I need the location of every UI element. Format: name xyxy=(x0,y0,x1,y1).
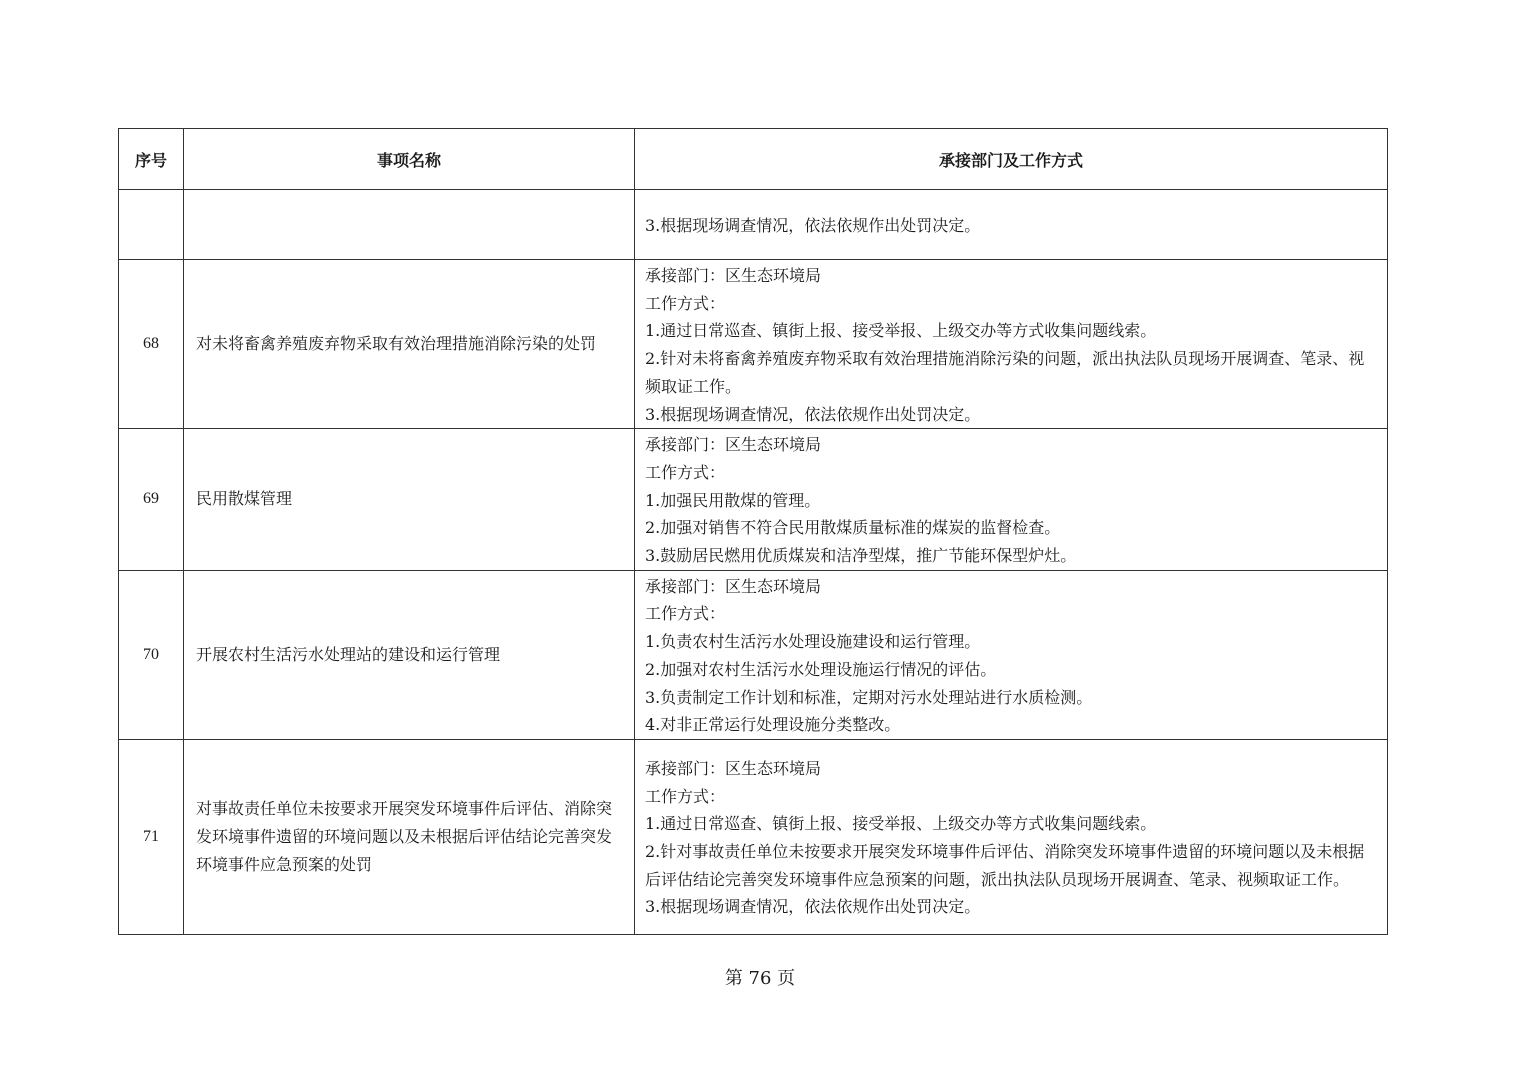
method-line: 3.根据现场调查情况，依法依规作出处罚决定。 xyxy=(645,897,981,917)
row-serial: 71 xyxy=(119,739,184,934)
row-item-name: 开展农村生活污水处理站的建设和运行管理 xyxy=(184,570,635,739)
method-line: 承接部门：区生态环境局 xyxy=(645,435,822,455)
method-line: 4.对非正常运行处理设施分类整改。 xyxy=(645,715,901,735)
table-row xyxy=(119,739,1388,934)
matters-table xyxy=(118,128,1388,935)
row-dept-method xyxy=(635,570,1388,739)
method-line: 1.负责农村生活污水处理设施建设和运行管理。 xyxy=(645,632,981,652)
table-header-row xyxy=(119,129,1388,190)
method-line: 3.负责制定工作计划和标准，定期对污水处理站进行水质检测。 xyxy=(645,687,1093,707)
row-serial xyxy=(119,190,184,260)
table-row xyxy=(119,260,1388,429)
method-line: 1.通过日常巡查、镇街上报、接受举报、上级交办等方式收集问题线索。 xyxy=(645,321,1157,341)
row-dept-method xyxy=(635,190,1388,260)
method-line: 3.根据现场调查情况，依法依规作出处罚决定。 xyxy=(645,404,981,424)
method-line: 3.根据现场调查情况，依法依规作出处罚决定。 xyxy=(645,215,981,235)
header-dept-method: 承接部门及工作方式 xyxy=(635,129,1388,190)
table-row xyxy=(119,429,1388,571)
header-serial: 序号 xyxy=(119,129,184,190)
table-row xyxy=(119,190,1388,260)
header-item-name: 事项名称 xyxy=(184,129,635,190)
method-line: 工作方式： xyxy=(645,604,726,624)
row-serial: 68 xyxy=(119,260,184,429)
page-number: 第 76 页 xyxy=(724,968,796,989)
method-line: 承接部门：区生态环境局 xyxy=(645,266,822,285)
table-row xyxy=(119,570,1388,739)
method-line: 工作方式： xyxy=(645,462,726,482)
method-line: 1.加强民用散煤的管理。 xyxy=(645,490,821,510)
method-line: 2.针对事故责任单位未按要求开展突发环境事件后评估、消除突发环境事件遗留的环境问题以及未根据后评估结论完善突发环境事件应急预案的问题，派出执法队员现场开展调查、笔录、视频取证工作。 xyxy=(645,841,1365,889)
row-serial: 70 xyxy=(119,570,184,739)
method-line: 3.鼓励居民燃用优质煤炭和洁净型煤，推广节能环保型炉灶。 xyxy=(645,546,1077,566)
row-item-name: 对事故责任单位未按要求开展突发环境事件后评估、消除突发环境事件遗留的环境问题以及未根据后评估结论完善突发环境事件应急预案的处罚 xyxy=(184,739,635,934)
row-serial: 69 xyxy=(119,429,184,571)
row-dept-method xyxy=(635,429,1388,571)
method-line: 2.针对未将畜禽养殖废弃物采取有效治理措施消除污染的问题，派出执法队员现场开展调查、笔录、视频取证工作。 xyxy=(645,349,1365,396)
method-line: 承接部门：区生态环境局 xyxy=(645,758,822,778)
row-item-name xyxy=(184,190,635,260)
row-item-name: 对未将畜禽养殖废弃物采取有效治理措施消除污染的处罚 xyxy=(184,260,635,429)
method-line: 承接部门：区生态环境局 xyxy=(645,576,822,596)
method-line: 1.通过日常巡查、镇街上报、接受举报、上级交办等方式收集问题线索。 xyxy=(645,814,1157,834)
row-dept-method xyxy=(635,260,1388,429)
row-dept-method xyxy=(635,739,1388,934)
method-line: 2.加强对销售不符合民用散煤质量标准的煤炭的监督检查。 xyxy=(645,518,1061,538)
row-item-name: 民用散煤管理 xyxy=(184,429,635,571)
method-line: 工作方式： xyxy=(645,786,726,806)
method-line: 2.加强对农村生活污水处理设施运行情况的评估。 xyxy=(645,659,997,679)
method-line: 工作方式： xyxy=(645,293,726,313)
